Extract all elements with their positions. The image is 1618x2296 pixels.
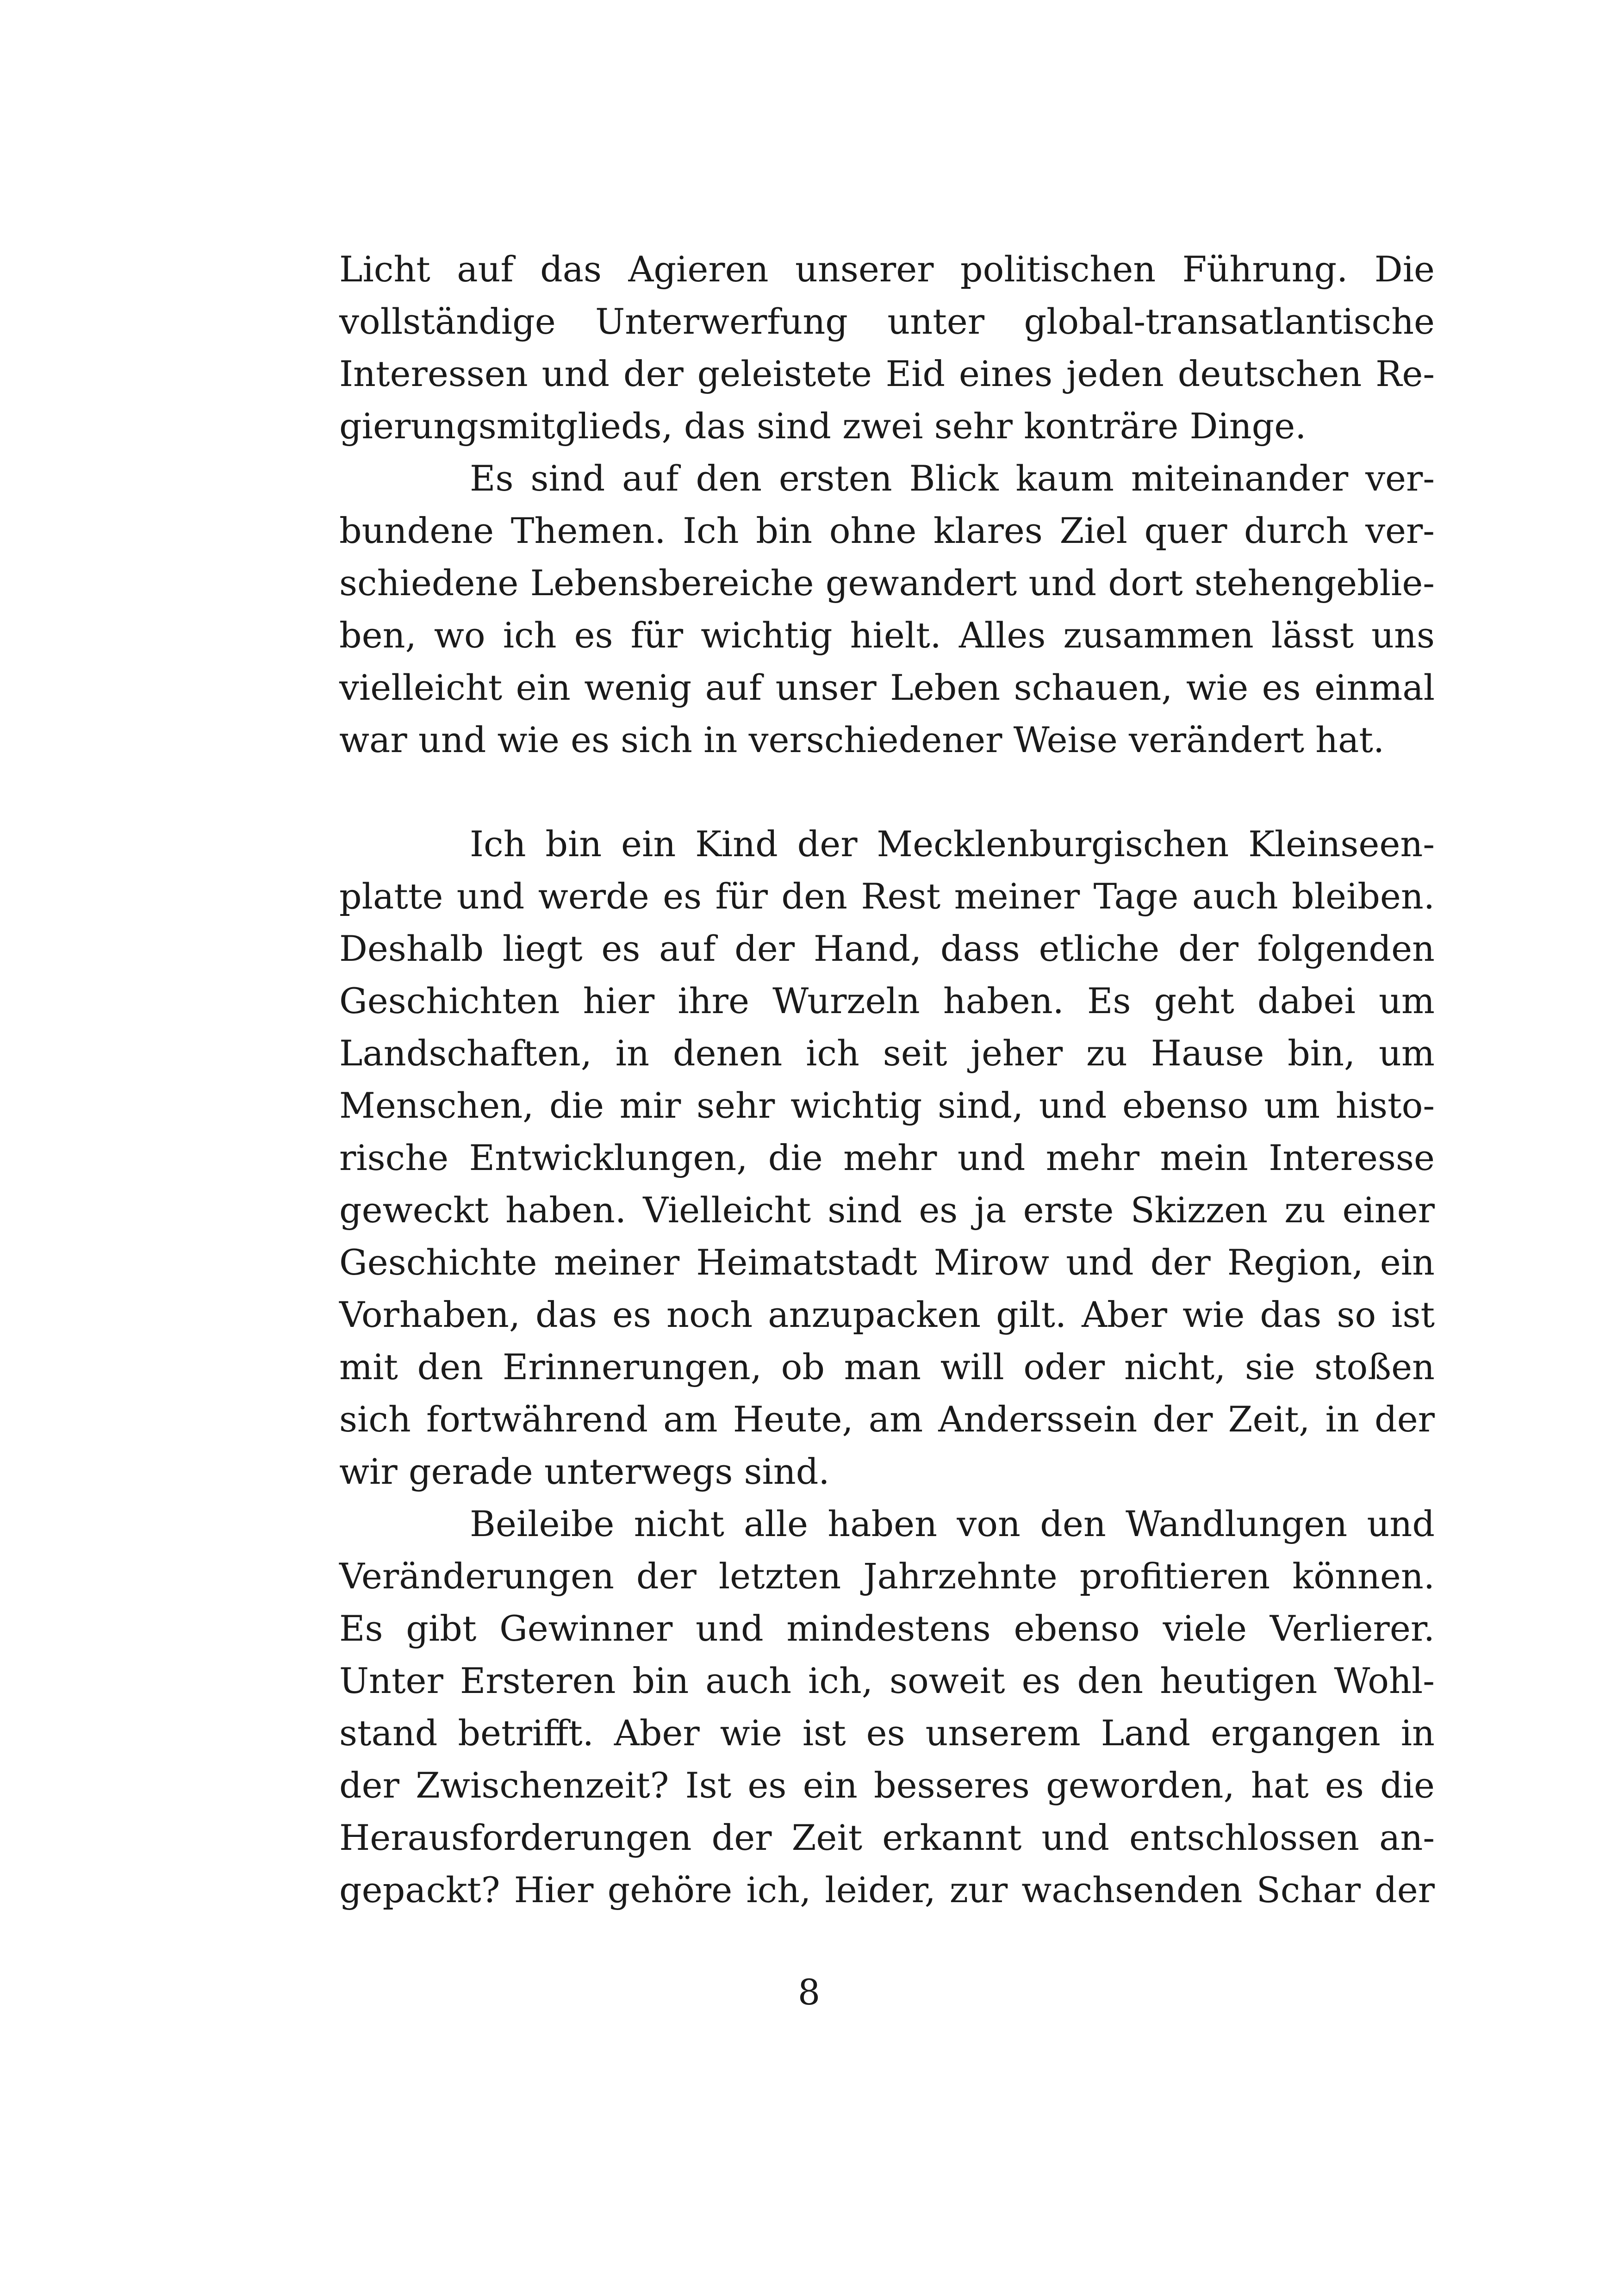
text-line: vollständige Unterwerfung unter global-transatlantische <box>339 301 1435 342</box>
text-line: Licht auf das Agieren unserer politischen Führung. Die <box>339 249 1435 290</box>
text-line: Geschichte meiner Heimatstadt Mirow und der Region, ein <box>339 1242 1435 1283</box>
text-line: Menschen, die mir sehr wichtig sind, und ebenso um histo- <box>339 1085 1435 1126</box>
text-line: sich fortwährend am Heute, am Anderssein der Zeit, in der <box>339 1399 1435 1440</box>
text-line: mit den Erinnerungen, ob man will oder nicht, sie stoßen <box>339 1346 1435 1388</box>
text-line: Landschaften, in denen ich seit jeher zu Hause bin, um <box>339 1033 1435 1074</box>
text-line: ben, wo ich es für wichtig hielt. Alles zusammen lässt uns <box>339 615 1435 656</box>
text-line: gierungsmitglieds, das sind zwei sehr konträre Dinge. <box>339 405 1307 447</box>
text-line: wir gerade unterwegs sind. <box>339 1451 830 1492</box>
text-line: rische Entwicklungen, die mehr und mehr mein Interesse <box>339 1137 1435 1178</box>
text-line: Interessen und der geleistete Eid eines jeden deutschen Re- <box>339 353 1435 394</box>
text-line-indented: Es sind auf den ersten Blick kaum miteinander ver- <box>470 458 1435 499</box>
text-line: Veränderungen der letzten Jahrzehnte profitieren können. <box>339 1556 1435 1597</box>
text-line: gepackt? Hier gehöre ich, leider, zur wachsenden Schar der <box>339 1869 1435 1910</box>
text-line: platte und werde es für den Rest meiner Tage auch bleiben. <box>339 876 1435 917</box>
page-number: 8 <box>797 1972 821 2013</box>
text-line: Herausforderungen der Zeit erkannt und entschlossen an- <box>339 1817 1435 1858</box>
text-block-top <box>339 243 1435 766</box>
text-line: Geschichten hier ihre Wurzeln haben. Es geht dabei um <box>339 980 1435 1021</box>
text-line: schiedene Lebensbereiche gewandert und dort stehengeblie- <box>339 562 1435 604</box>
text-line: geweckt haben. Vielleicht sind es ja erste Skizzen zu einer <box>339 1189 1435 1231</box>
text-block-bottom <box>339 818 1435 1916</box>
text-line: vielleicht ein wenig auf unser Leben schauen, wie es einmal <box>339 667 1435 708</box>
text-line: stand betrifft. Aber wie ist es unserem Land ergangen in <box>339 1712 1435 1754</box>
text-line: Vorhaben, das es noch anzupacken gilt. Aber wie das so ist <box>339 1294 1435 1335</box>
text-line-indented: Ich bin ein Kind der Mecklenburgischen Kleinseen- <box>470 823 1435 865</box>
text-line: der Zwischenzeit? Ist es ein besseres geworden, hat es die <box>339 1765 1435 1806</box>
text-line: bundene Themen. Ich bin ohne klares Ziel quer durch ver- <box>339 510 1435 551</box>
text-line: Deshalb liegt es auf der Hand, dass etliche der folgenden <box>339 928 1435 969</box>
text-line: Es gibt Gewinner und mindestens ebenso viele Verlierer. <box>339 1608 1435 1649</box>
text-line: Unter Ersteren bin auch ich, soweit es den heutigen Wohl- <box>339 1660 1435 1701</box>
text-line-indented: Beileibe nicht alle haben von den Wandlungen und <box>470 1503 1435 1544</box>
text-line: war und wie es sich in verschiedener Weise verändert hat. <box>339 719 1385 760</box>
